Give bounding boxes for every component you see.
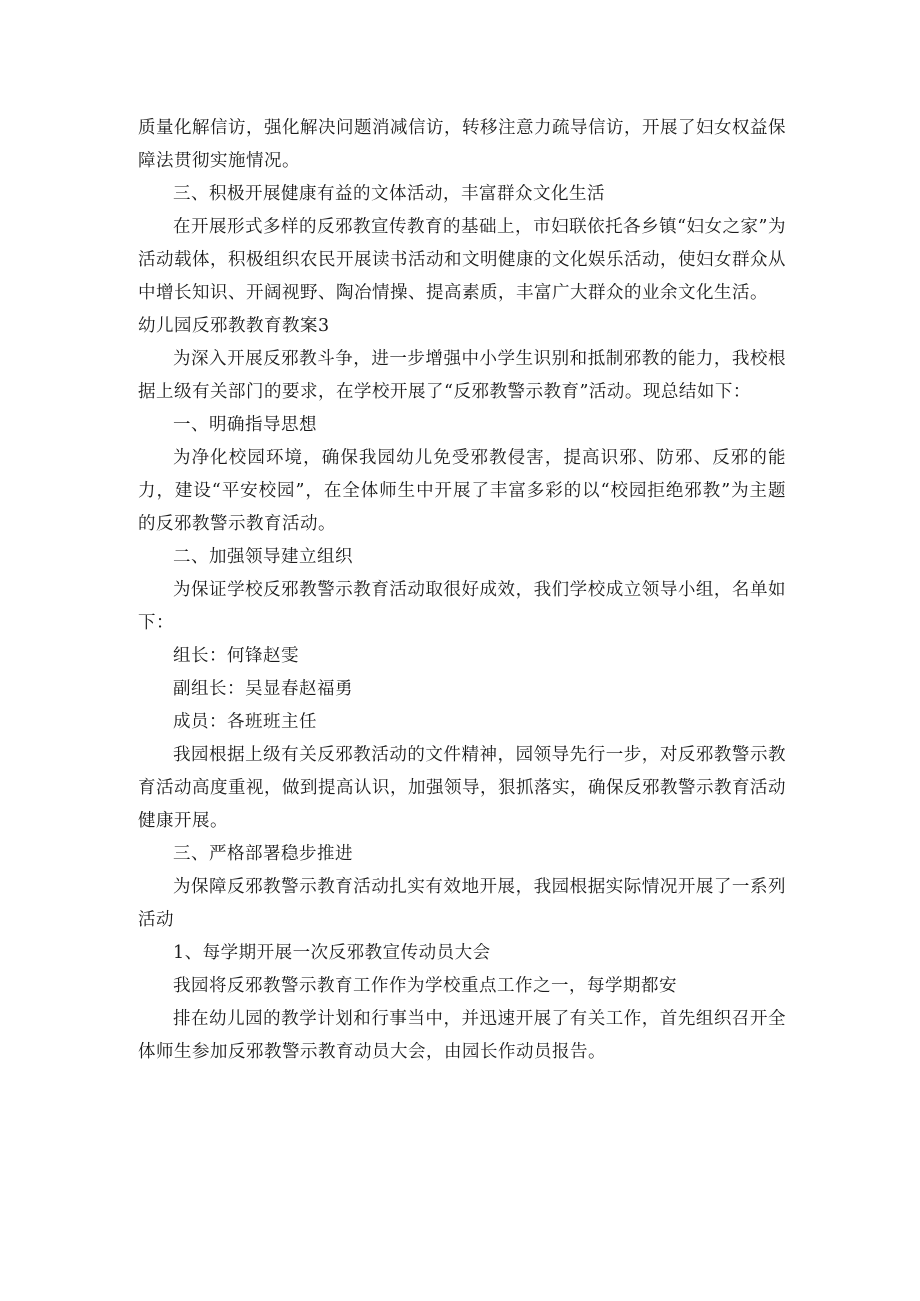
paragraph-5: 为保证学校反邪教警示教育活动取很好成效，我们学校成立领导小组，名单如下： xyxy=(138,580,786,633)
paragraph-1: 质量化解信访，强化解决问题消减信访，转移注意力疏导信访，开展了妇女权益保障法贯彻实施情况。 xyxy=(138,118,786,171)
paragraph-3: 为深入开展反邪教斗争，进一步增强中小学生识别和抵制邪教的能力，我校根据上级有关部门的要求，在学校开展了“反邪教警示教育”活动。现总结如下： xyxy=(138,349,786,402)
paragraph-4: 为净化校园环境，确保我园幼儿免受邪教侵害，提高识邪、防邪、反邪的能力，建设“平安校园”，在全体师生中开展了丰富多彩的以“校园拒绝邪教”为主题的反邪教警示教育活动。 xyxy=(138,448,786,534)
paragraph-7: 为保障反邪教警示教育活动扎实有效地开展，我园根据实际情况开展了一系列活动 xyxy=(138,877,786,930)
paragraph-2: 在开展形式多样的反邪教宣传教育的基础上，市妇联依托各乡镇“妇女之家”为活动载体，积极组织农民开展读书活动和文明健康的文化娱乐活动，使妇女群众从中增长知识、开阔视野、陶冶情操、提高素质，丰富广大群众的业余文化生活。 xyxy=(138,217,786,303)
leader-line: 组长：何锋赵雯 xyxy=(173,646,299,666)
subsection-heading-1: 1、每学期开展一次反邪教宣传动员大会 xyxy=(173,943,491,963)
members-line: 成员：各班班主任 xyxy=(173,712,317,732)
document-title: 幼儿园反邪教教育教案3 xyxy=(138,316,330,336)
document-page xyxy=(138,112,786,1069)
deputy-leader-line: 副组长：吴显春赵福勇 xyxy=(173,679,353,699)
section-heading-3: 三、积极开展健康有益的文体活动，丰富群众文化生活 xyxy=(173,184,605,204)
section-heading-1: 一、明确指导思想 xyxy=(173,415,317,435)
paragraph-8: 我园将反邪教警示教育工作作为学校重点工作之一，每学期都安 xyxy=(173,976,677,996)
section-heading-3b: 三、严格部署稳步推进 xyxy=(173,844,353,864)
section-heading-2: 二、加强领导建立组织 xyxy=(173,547,353,567)
paragraph-6: 我园根据上级有关反邪教活动的文件精神，园领导先行一步，对反邪教警示教育活动高度重视，做到提高认识，加强领导，狠抓落实，确保反邪教警示教育活动健康开展。 xyxy=(138,745,786,831)
paragraph-9: 排在幼儿园的教学计划和行事当中，并迅速开展了有关工作，首先组织召开全体师生参加反邪教警示教育动员大会，由园长作动员报告。 xyxy=(138,1009,786,1062)
